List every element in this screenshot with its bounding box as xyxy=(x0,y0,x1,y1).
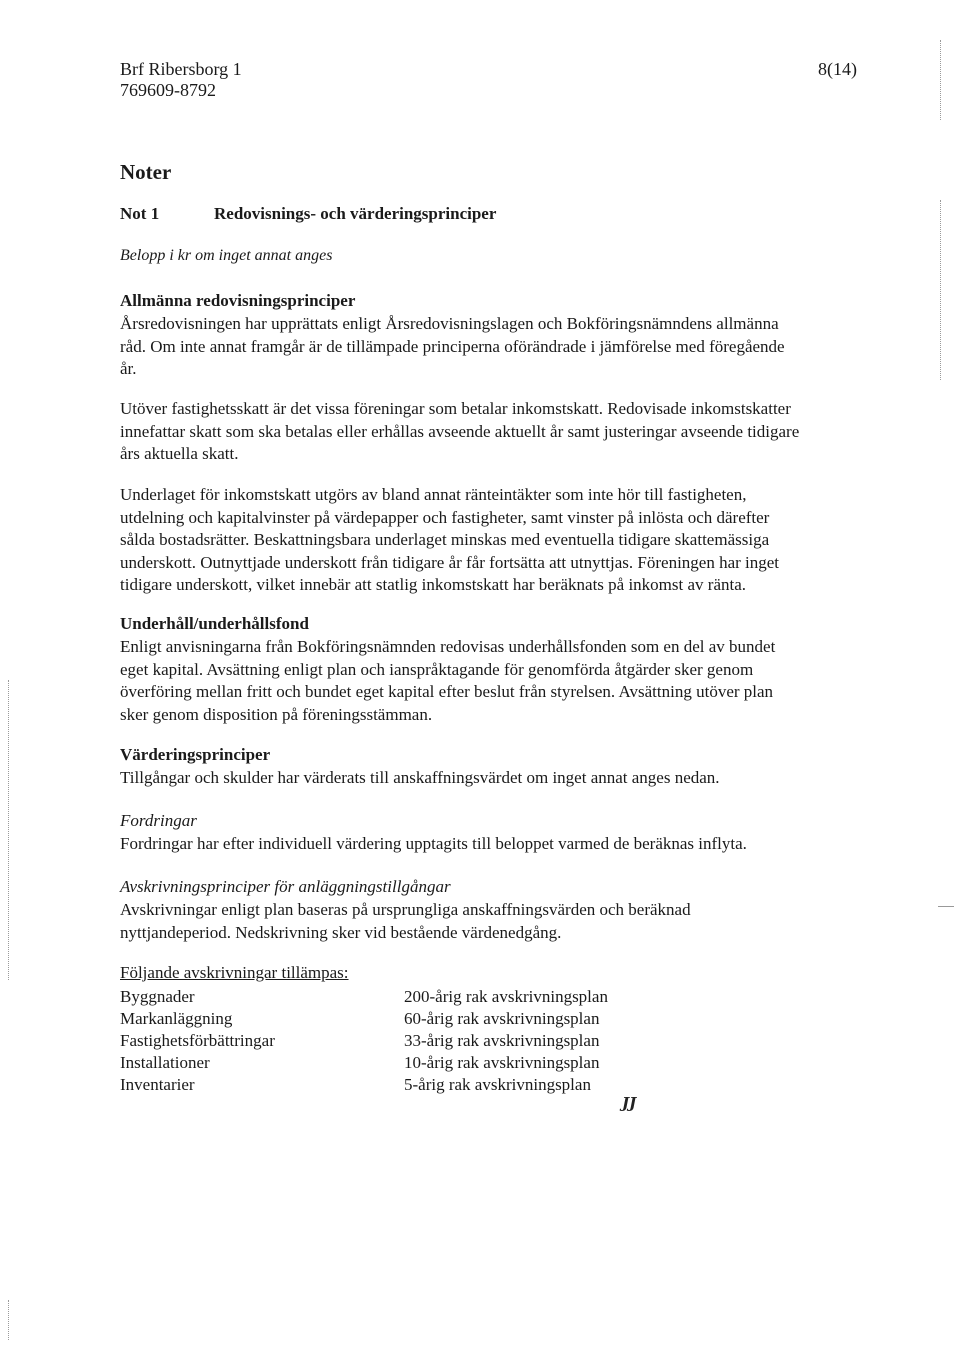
text-line: utdelning och kapitalvinster på värdepapper och fastigheter, samt vinster på inlösta och därefter xyxy=(120,507,770,527)
general-principles-paragraph xyxy=(120,313,880,381)
scan-artifact xyxy=(8,680,9,980)
page-number: 8(14) xyxy=(818,59,857,79)
receivables-heading: Fordringar xyxy=(120,811,197,830)
amount-note: Belopp i kr om inget annat anges xyxy=(120,247,333,264)
depreciation-table-heading: Följande avskrivningar tillämpas: xyxy=(120,963,349,982)
maintenance-paragraph xyxy=(120,636,880,726)
notes-heading: Noter xyxy=(120,160,172,184)
depreciation-paragraph xyxy=(120,899,880,944)
scan-artifact xyxy=(940,200,941,380)
text-line: eget kapital. Avsättning enligt plan och ianspråktagande för genomförda åtgärder sker genom xyxy=(120,659,754,679)
note-number: Not 1 xyxy=(120,204,160,223)
asset-name: Byggnader xyxy=(120,987,195,1006)
handwritten-initials: JJ xyxy=(622,1094,637,1112)
text-line: sker genom disposition på föreningsstämman. xyxy=(120,704,433,724)
text-line: Underlaget för inkomstskatt utgörs av bland annat ränteintäkter som inte hör till fastigheten, xyxy=(120,485,747,504)
general-principles-heading: Allmänna redovisningsprinciper xyxy=(120,291,356,310)
income-tax-paragraph xyxy=(120,398,890,466)
asset-name: Fastighetsförbättringar xyxy=(120,1031,275,1050)
valuation-text: Tillgångar och skulder har värderats till anskaffningsvärdet om inget annat anges nedan. xyxy=(120,768,720,787)
scan-artifact xyxy=(940,40,941,120)
tax-basis-paragraph xyxy=(120,484,880,597)
asset-name: Installationer xyxy=(120,1053,210,1072)
scan-artifact xyxy=(938,906,954,907)
text-line: Avskrivningar enligt plan baseras på ursprungliga anskaffningsvärden och beräknad xyxy=(120,900,691,919)
text-line: Utöver fastighetsskatt är det vissa föreningar som betalar inkomstskatt. Redovisade inkomstskatter xyxy=(120,399,791,418)
text-line: innefattar skatt som ska betalas eller erhållas avseende aktuellt år samt justeringar avseende tidigare xyxy=(120,421,800,441)
asset-name: Inventarier xyxy=(120,1075,195,1094)
text-line: nyttjandeperiod. Nedskrivning sker vid bestående värdenedgång. xyxy=(120,922,562,942)
maintenance-heading: Underhåll/underhållsfond xyxy=(120,614,309,633)
text-line: års aktuella skatt. xyxy=(120,444,239,463)
depreciation-heading: Avskrivningsprinciper för anläggningstillgångar xyxy=(120,877,451,896)
scan-artifact xyxy=(8,1300,9,1340)
text-line: Enligt anvisningarna från Bokföringsnämnden redovisas underhållsfonden som en del av bundet xyxy=(120,637,776,656)
depreciation-plan: 33-årig rak avskrivningsplan xyxy=(404,1031,600,1050)
text-line: sålda bostadsrätter. Beskattningsbara underlaget minskas med eventuella tidigare skattemässiga xyxy=(120,530,770,549)
depreciation-plan: 60-årig rak avskrivningsplan xyxy=(404,1009,600,1028)
organization-number: 769609-8792 xyxy=(120,80,216,100)
depreciation-plan: 10-årig rak avskrivningsplan xyxy=(404,1053,600,1072)
receivables-text: Fordringar har efter individuell värdering upptagits till beloppet varmed de beräknas inflyta. xyxy=(120,834,747,853)
text-line: underskott. Outnyttjade underskott från tidigare år får fortsätta att utnyttjas. Föreningen har inget xyxy=(120,552,780,572)
asset-name: Markanläggning xyxy=(120,1009,233,1028)
depreciation-plan: 200-årig rak avskrivningsplan xyxy=(404,987,608,1006)
text-line: tidigare underskott, vilket innebär att statlig inkomstskatt har beräknats på inkomst av ränta. xyxy=(120,575,747,594)
text-line: Årsredovisningen har upprättats enligt Årsredovisningslagen och Bokföringsnämndens allmänna xyxy=(120,314,779,333)
organization-name: Brf Ribersborg 1 xyxy=(120,59,242,79)
text-line: överföring mellan fritt och bundet eget kapital efter beslut från styrelsen. Avsättning utöver plan xyxy=(120,682,774,701)
depreciation-plan: 5-årig rak avskrivningsplan xyxy=(404,1075,591,1094)
note-title: Redovisnings- och värderingsprinciper xyxy=(214,204,497,223)
text-line: år. xyxy=(120,359,137,378)
text-line: råd. Om inte annat framgår är de tillämpade principerna oförändrade i jämförelse med föregående xyxy=(120,336,785,356)
valuation-heading: Värderingsprinciper xyxy=(120,745,271,764)
